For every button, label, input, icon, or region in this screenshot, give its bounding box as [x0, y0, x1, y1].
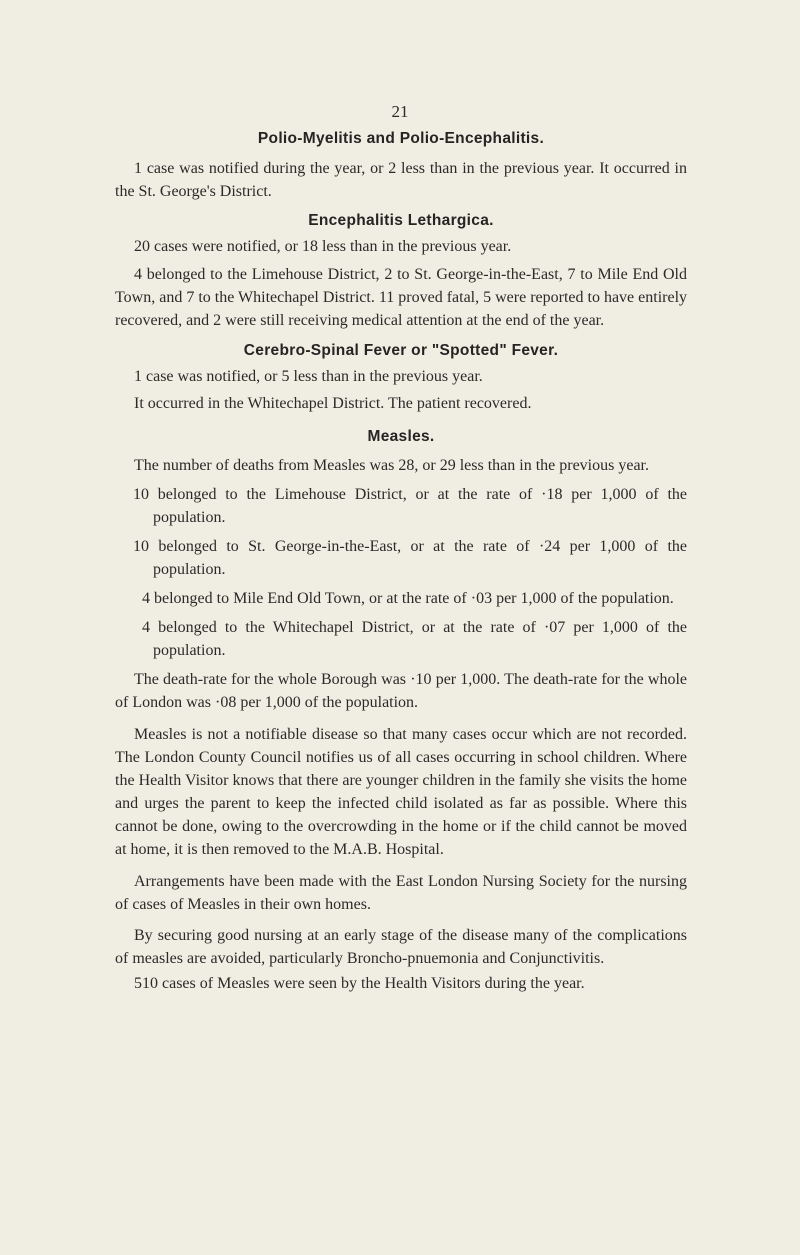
section-heading-encephalitis: Encephalitis Lethargica.	[308, 212, 494, 229]
page-number: 21	[391, 102, 409, 121]
paragraph-measles-deaths: The number of deaths from Measles was 28, or 29 less than in the previous year.	[134, 457, 649, 474]
paragraph-encephalitis-count: 20 cases were notified, or 18 less than in the previous year.	[134, 238, 512, 255]
paragraph-encephalitis-districts: 4 belonged to the Limehouse District, 2 to St. George-in-the-East, 7 to Mile End Old Town, and 7 to the Whitechapel District. 11 proved fatal, 5 were reported to have entirely recovered, and 2 were still receiving medical attention at the end of the year.	[115, 266, 688, 329]
paragraph-measles-nursing-society: Arrangements have been made with the East London Nursing Society for the nursing of cases of Measles in their own homes.	[115, 873, 687, 913]
paragraph-measles-notification: Measles is not a notifiable disease so that many cases occur which are not recorded. The London County Council notifies us of all cases occurring in school children. Where the Health Visitor knows that there are younger children in the family she visits the home and urges the parent to keep the infected child isolated as far as possible. Where this cannot be done, owing to the overcrowding in the home or if the child cannot be moved at home, it is then removed to the M.A.B. Hospital.	[115, 726, 687, 858]
paragraph-measles-death-rate: The death-rate for the whole Borough was ·10 per 1,000. The death-rate for the whole of London was ·08 per 1,000 of the population.	[115, 671, 687, 711]
paragraph-measles-complications: By securing good nursing at an early stage of the disease many of the complications of measles are avoided, particularly Broncho-pnuemonia and Conjunctivitis.	[115, 927, 687, 967]
section-heading-measles: Measles.	[367, 428, 435, 445]
section-heading-polio: Polio-Myelitis and Polio-Encephalitis.	[257, 130, 545, 147]
paragraph-polio: 1 case was notified during the year, or 2 less than in the previous year. It occurred in the St. George's District.	[115, 160, 687, 200]
list-item-measles-whitechapel: 4 belonged to the Whitechapel District, or at the rate of ·07 per 1,000 of the population.	[142, 619, 687, 659]
page-content	[115, 130, 687, 995]
list-item-measles-st-george: 10 belonged to St. George-in-the-East, or at the rate of ·24 per 1,000 of the population.	[133, 538, 687, 578]
paragraph-measles-health-visitors: 510 cases of Measles were seen by the Health Visitors during the year.	[134, 975, 585, 992]
section-heading-cerebro-spinal: Cerebro-Spinal Fever or "Spotted" Fever.	[243, 342, 559, 359]
list-item-measles-limehouse: 10 belonged to the Limehouse District, or at the rate of ·18 per 1,000 of the population.	[133, 486, 687, 526]
list-item-measles-mile-end: 4 belonged to Mile End Old Town, or at the rate of ·03 per 1,000 of the population.	[142, 590, 674, 607]
paragraph-cerebro-count: 1 case was notified, or 5 less than in the previous year.	[134, 368, 483, 385]
paragraph-cerebro-outcome: It occurred in the Whitechapel District. The patient recovered.	[134, 395, 532, 412]
